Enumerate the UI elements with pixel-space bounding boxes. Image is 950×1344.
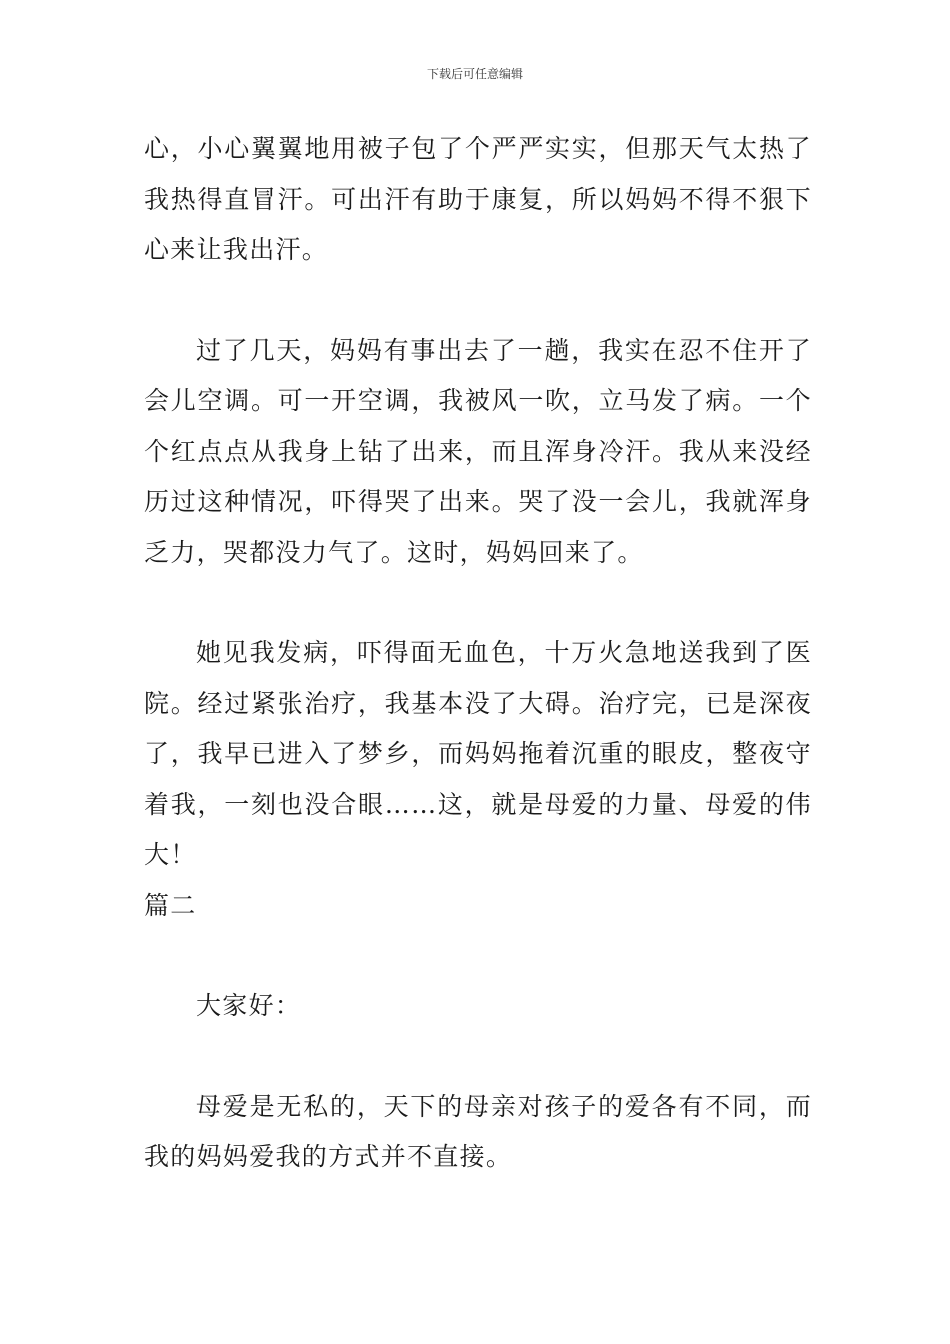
- paragraph-spacer: [144, 1032, 812, 1082]
- paragraph-hospital: 她见我发病，吓得面无血色，十万火急地送我到了医院。经过紧张治疗，我基本没了大碍。治疗完，已是深夜了，我早已进入了梦乡，而妈妈拖着沉重的眼皮，整夜守着我，一刻也没合眼……这，就是母爱的力量、母爱的伟大！: [144, 638, 812, 869]
- greeting: 大家好：: [196, 991, 302, 1020]
- document-body: [144, 124, 812, 1183]
- paragraph-air-conditioner: 过了几天，妈妈有事出去了一趟，我实在忍不住开了会儿空调。可一开空调，我被风一吹，立马发了病。一个个红点点从我身上钻了出来，而且浑身冷汗。我从来没经历过这种情况，吓得哭了出来。哭了没一会儿，我就浑身乏力，哭都没力气了。这时，妈妈回来了。: [144, 335, 812, 567]
- paragraph-spacer: [144, 931, 812, 981]
- paragraph-spacer: [144, 276, 812, 326]
- page-header-note: 下载后可任意编辑: [426, 67, 523, 81]
- section-title: 篇二: [144, 890, 197, 920]
- paragraph-spacer: [144, 578, 812, 628]
- paragraph-mother-love: 母爱是无私的，天下的母亲对孩子的爱各有不同，而我的妈妈爱我的方式并不直接。: [144, 1091, 812, 1171]
- paragraph-continued: 心，小心翼翼地用被子包了个严严实实，但那天气太热了我热得直冒汗。可出汗有助于康复，所以妈妈不得不狠下心来让我出汗。: [144, 134, 812, 264]
